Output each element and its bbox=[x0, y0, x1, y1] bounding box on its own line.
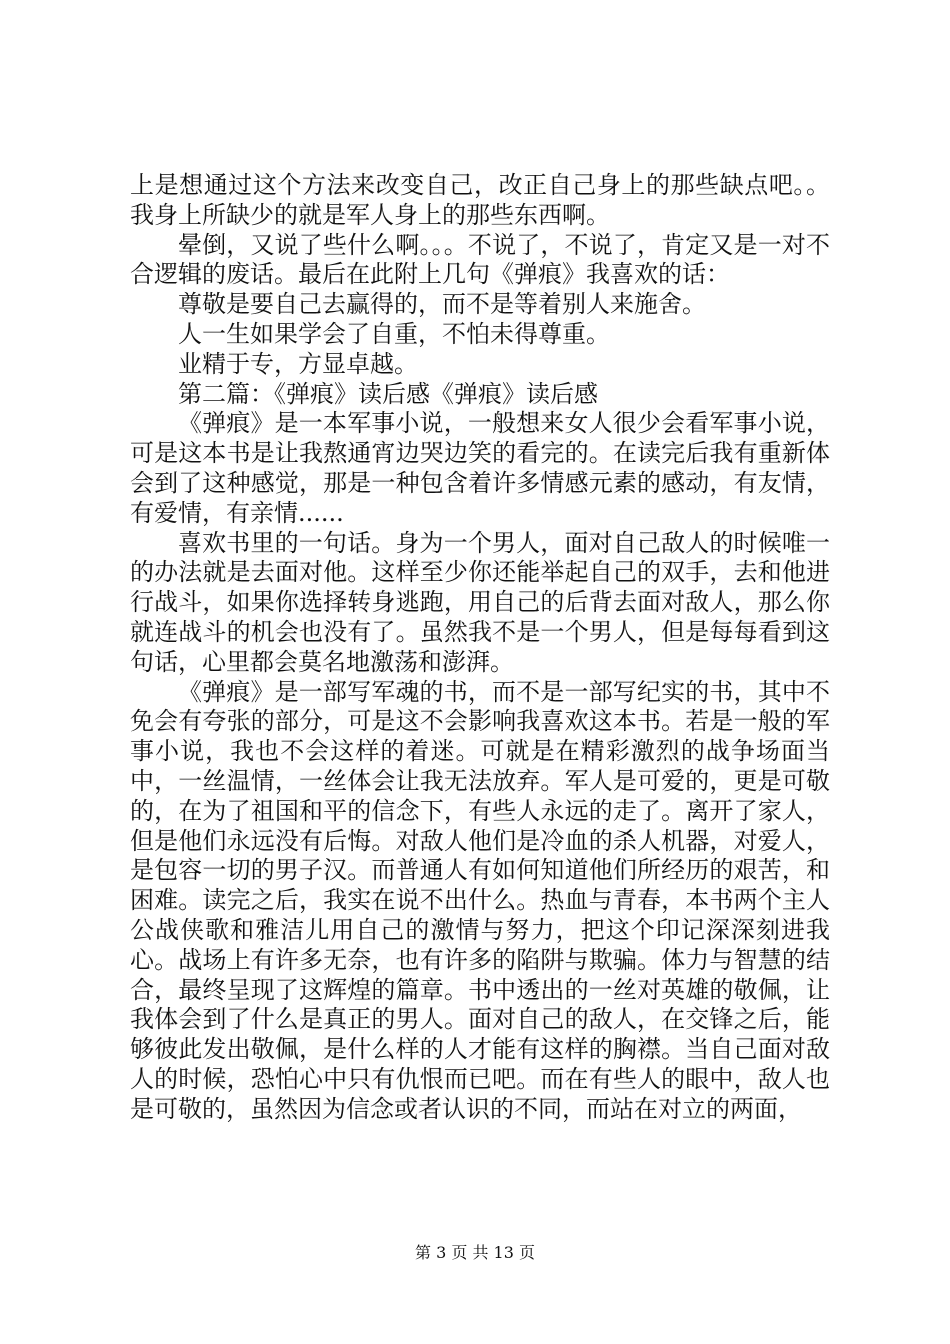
paragraph: 《弹痕》是一本军事小说，一般想来女人很少会看军事小说，可是这本书是让我熬通宵边哭边笑的看完的。在读完后我有重新体会到了这种感觉，那是一种包含着许多情感元素的感动，有友情，有爱情，有亲情...... bbox=[130, 409, 830, 527]
paragraph-continuation: 上是想通过这个方法来改变自己，改正自己身上的那些缺点吧。。我身上所缺少的就是军人身上的那些东西啊。 bbox=[130, 171, 830, 229]
quote-line: 业精于专，方显卓越。 bbox=[178, 349, 418, 378]
paragraph: 晕倒，又说了些什么啊。。。不说了，不说了，肯定又是一对不合逻辑的废话。最后在此附上几句《弹痕》我喜欢的话： bbox=[130, 230, 830, 289]
paragraph: 《弹痕》是一部写军魂的书，而不是一部写纪实的书，其中不免会有夸张的部分，可是这不会影响我喜欢这本书。若是一般的军事小说，我也不会这样的着迷。可就是在精彩激烈的战争场面当中，一丝温情，一丝体会让我无法放弃。军人是可爱的，更是可敬的，在为了祖国和平的信念下，有些人永远的走了。离开了家人，但是他们永远没有后悔。对敌人他们是冷血的杀人机器，对爱人，是包容一切的男子汉。而普通人有如何知道他们所经历的艰苦，和困难。读完之后，我实在说不出什么。热血与青春，本书两个主人公战侠歌和雅洁儿用自己的激情与努力，把这个印记深深刻进我心。战场上有许多无奈，也有许多的陷阱与欺骗。体力与智慧的结合，最终呈现了这辉煌的篇章。书中透出的一丝对英雄的敬佩，让我体会到了什么是真正的男人。面对自己的敌人，在交锋之后，能够彼此发出敬佩，是什么样的人才能有这样的胸襟。当自己面对敌人的时候，恐怕心中只有仇恨而已吧。而在有些人的眼中，敌人也是可敬的，虽然因为信念或者认识的不同，而站在对立的两面， bbox=[130, 677, 830, 1123]
quote-line: 人一生如果学会了自重，不怕未得尊重。 bbox=[178, 319, 610, 348]
quote-line: 尊敬是要自己去赢得的，而不是等着别人来施舍。 bbox=[178, 290, 706, 319]
section-heading: 第二篇：《弹痕》读后感《弹痕》读后感 bbox=[178, 379, 598, 408]
document-body bbox=[130, 171, 830, 1125]
page-number-footer: 第 3 页 共 13 页 bbox=[415, 1243, 535, 1262]
paragraph: 喜欢书里的一句话。身为一个男人，面对自己敌人的时候唯一的办法就是去面对他。这样至少你还能举起自己的双手，去和他进行战斗，如果你选择转身逃跑，用自己的后背去面对敌人，那么你就连战斗的机会也没有了。虽然我不是一个男人，但是每每看到这句话，心里都会莫名地激荡和澎湃。 bbox=[130, 528, 830, 676]
